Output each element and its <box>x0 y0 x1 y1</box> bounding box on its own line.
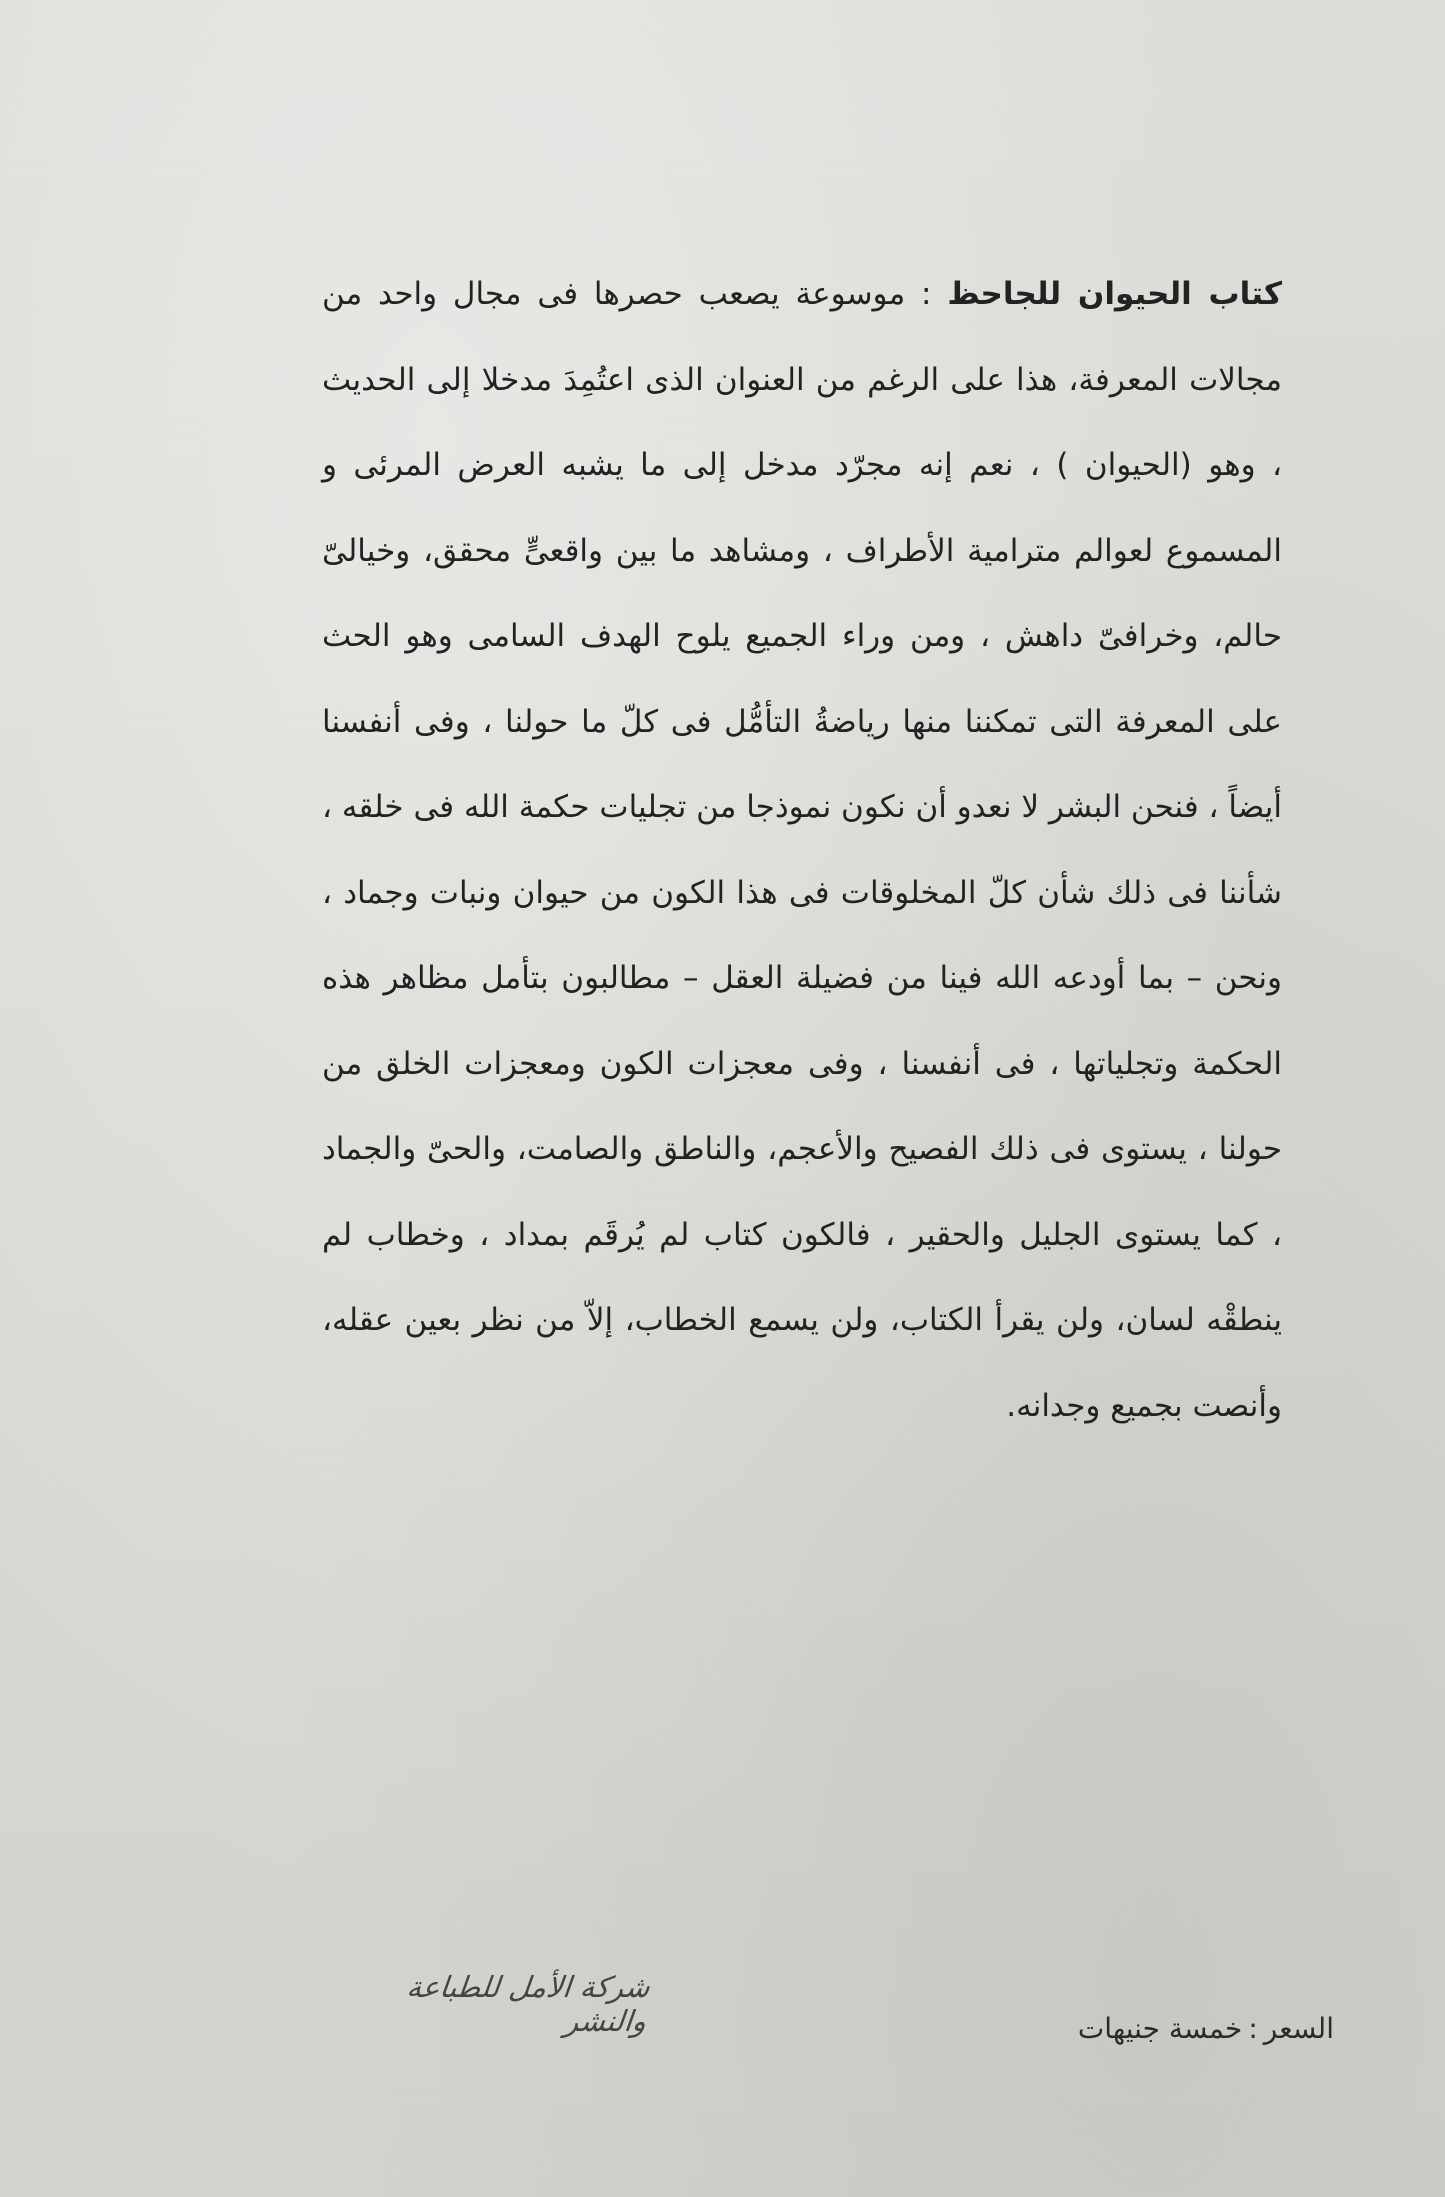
price-line <box>1000 2012 1334 2045</box>
cover-blurb <box>322 252 1282 1449</box>
publisher-name: شركة الأمل للطباعة والنشر <box>405 1970 652 2038</box>
price-label: السعر <box>1263 2012 1334 2045</box>
blurb-lead-title: كتاب الحيوان للجاحظ <box>947 276 1282 312</box>
blurb-paragraph: : موسوعة يصعب حصرها فى مجال واحد من مجالات المعرفة، هذا على الرغم من العنوان الذى اعتُمِدَ مدخلا إلى الحديث ، وهو (الحيوان ) ، نعم إنه مجرّد مدخل إلى ما يشبه العرض المرئى و المسموع لعوالم مترامية الأطراف ، ومشاهد ما بين واقعىٍّ محقق، وخيالىّ حالم، وخرافىّ داهش ، ومن وراء الجميع يلوح الهدف السامى وهو الحث على المعرفة التى تمكننا منها رياضةُ التأمُّل فى كلّ ما حولنا ، وفى أنفسنا أيضاً ، فنحن البشر لا نعدو أن نكون نموذجا من تجليات حكمة الله فى خلقه ، شأننا فى ذلك شأن كلّ المخلوقات فى هذا الكون من حيوان ونبات وجماد ، ونحن – بما أودعه الله فينا من فضيلة العقل – مطالبون بتأمل مظاهر هذه الحكمة وتجلياتها ، فى أنفسنا ، وفى معجزات الكون ومعجزات الخلق من حولنا ، يستوى فى ذلك الفصيح والأعجم، والناطق والصامت، والحىّ والجماد ، كما يستوى الجليل والحقير ، فالكون كتاب لم يُرقَم بمداد ، وخطاب لم ينطقْه لسان، ولن يقرأ الكتاب، ولن يسمع الخطاب، إلاّ من نظر بعين عقله، وأنصت بجميع وجدانه. <box>322 276 1282 1424</box>
price-separator: : <box>1248 2012 1258 2045</box>
price-value: خمسة جنيهات <box>1077 2012 1243 2045</box>
